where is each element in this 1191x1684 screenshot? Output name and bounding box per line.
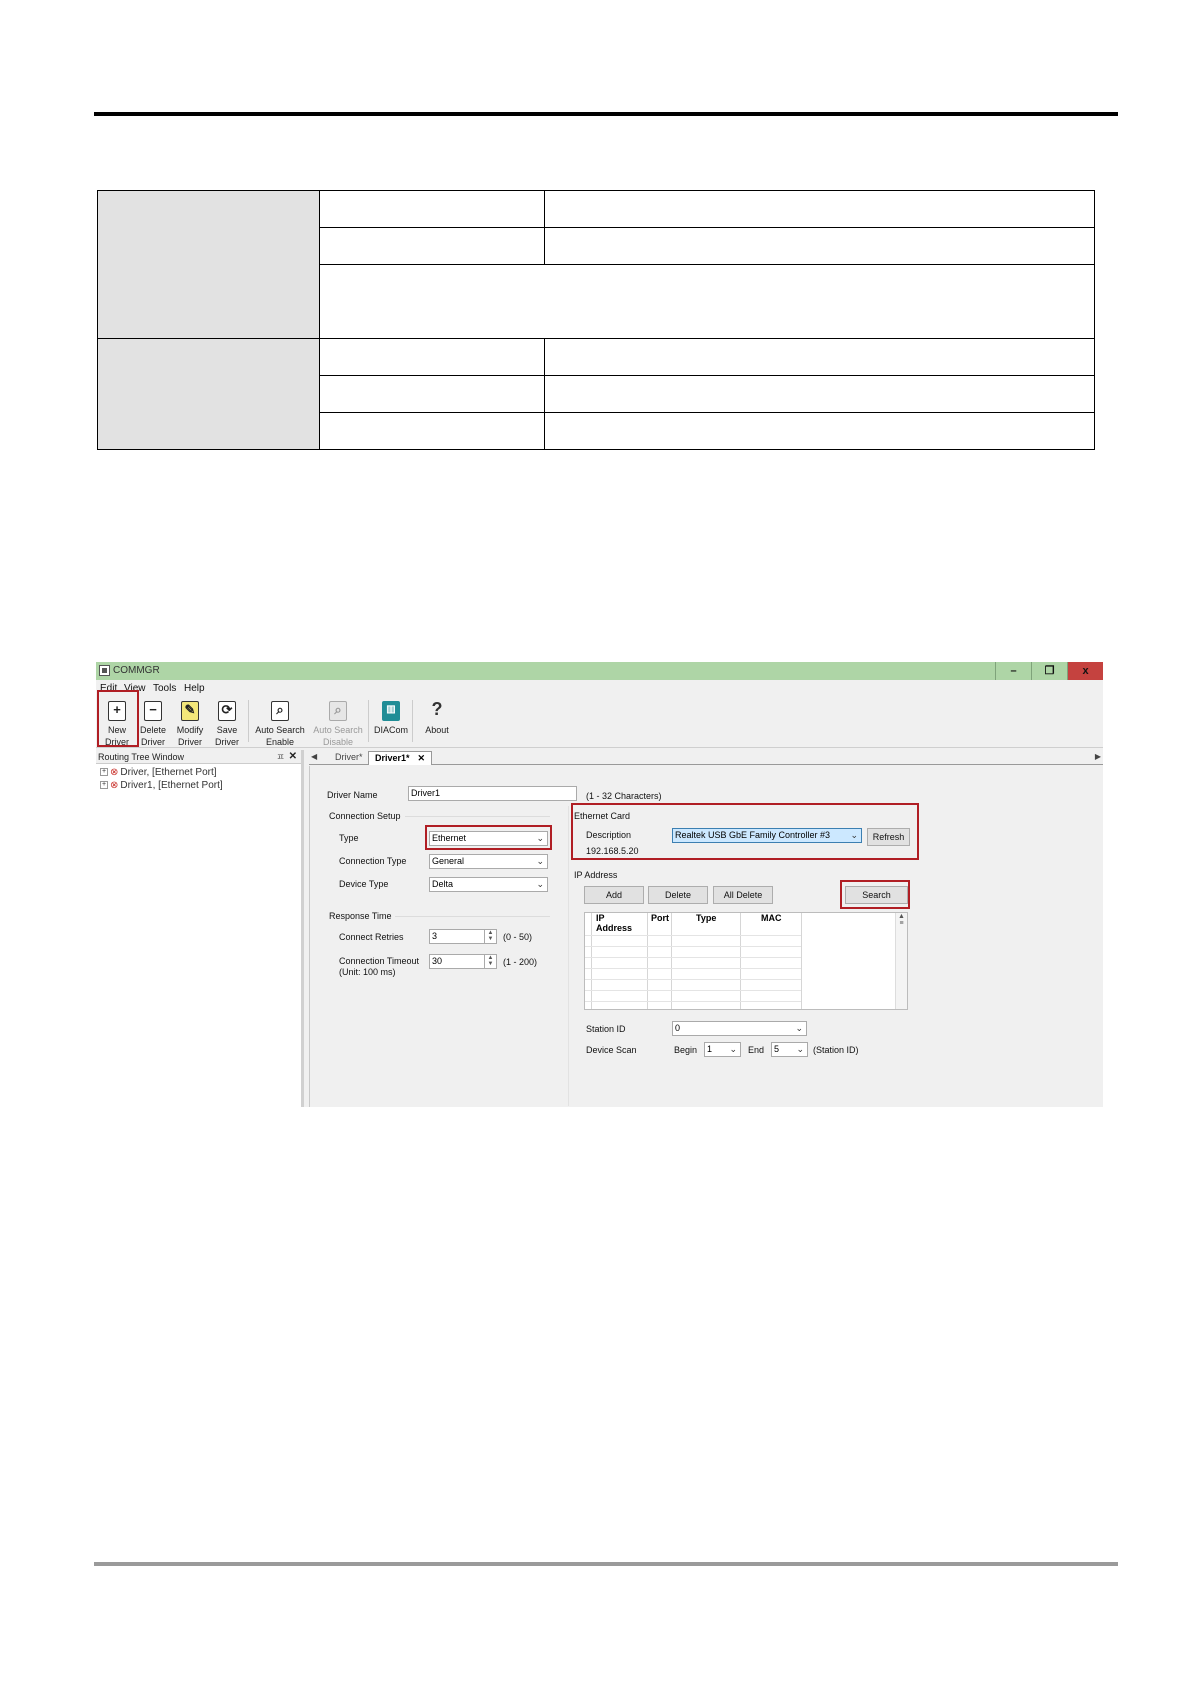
toolbar-label: Auto Search bbox=[255, 725, 305, 735]
ethernet-card-label: Ethernet Card bbox=[574, 811, 631, 821]
connection-timeout-label: Connection Timeout bbox=[339, 956, 420, 966]
column-type: Type bbox=[696, 913, 717, 923]
delete-button[interactable]: Delete bbox=[648, 886, 708, 904]
table-row bbox=[585, 936, 801, 947]
window-title: COMMGR bbox=[113, 665, 160, 676]
tab-close-icon[interactable]: ✕ bbox=[417, 753, 426, 763]
table-cell bbox=[320, 339, 545, 376]
device-type-value: Delta bbox=[432, 879, 454, 889]
scroll-left-icon[interactable]: ◀ bbox=[311, 752, 318, 761]
about-button[interactable] bbox=[418, 696, 456, 746]
routing-tree-window bbox=[96, 750, 304, 1107]
table-cell bbox=[320, 191, 545, 228]
ip-address-grid[interactable] bbox=[584, 912, 908, 1010]
delete-driver-icon: − bbox=[144, 701, 162, 721]
spin-arrows-icon[interactable]: ▲ ▼ bbox=[484, 930, 496, 943]
connection-timeout-stepper[interactable] bbox=[429, 954, 497, 969]
chevron-down-icon: ⌄ bbox=[795, 1023, 803, 1033]
table-cell bbox=[320, 376, 545, 413]
save-driver-icon: ⟳ bbox=[218, 701, 236, 721]
type-select-value: Ethernet bbox=[432, 833, 467, 843]
toolbar-label: DIACom bbox=[373, 725, 408, 735]
connect-retries-label: Connect Retries bbox=[339, 932, 404, 942]
auto-search-disable-icon: ⌕ bbox=[329, 701, 347, 721]
connect-retries-stepper[interactable] bbox=[429, 929, 497, 944]
table-cell bbox=[98, 339, 320, 450]
routing-tree-header bbox=[96, 750, 301, 764]
table-row bbox=[585, 991, 801, 1002]
table-cell bbox=[98, 191, 320, 339]
connection-setup-label: Connection Setup bbox=[329, 811, 401, 821]
diacom-icon: ▥ bbox=[382, 701, 400, 721]
new-driver-icon: + bbox=[108, 701, 126, 721]
auto-search-disable-button[interactable] bbox=[310, 696, 366, 746]
toolbar-label: Driver bbox=[141, 737, 165, 747]
station-id-label: Station ID bbox=[586, 1024, 626, 1034]
begin-label: Begin bbox=[674, 1045, 698, 1055]
menu-help[interactable]: Help bbox=[184, 683, 205, 694]
toolbar-label: Save bbox=[216, 725, 238, 735]
tree-item[interactable] bbox=[96, 766, 301, 779]
tree-item-label: Driver, [Ethernet Port] bbox=[120, 767, 217, 778]
chevron-down-icon: ⌄ bbox=[536, 856, 544, 866]
column-mac: MAC bbox=[761, 913, 782, 923]
spin-arrows-icon[interactable]: ▲ ▼ bbox=[484, 955, 496, 968]
toolbar-label: Auto Search bbox=[313, 725, 363, 735]
begin-select[interactable] bbox=[704, 1042, 741, 1057]
description-label: Description bbox=[586, 830, 632, 840]
chevron-down-icon: ⌄ bbox=[850, 830, 858, 840]
toolbar-label: Driver bbox=[178, 737, 202, 747]
chevron-down-icon: ⌄ bbox=[729, 1044, 737, 1054]
device-type-label: Device Type bbox=[339, 879, 389, 889]
group-divider bbox=[395, 916, 550, 917]
about-icon: ? bbox=[431, 699, 443, 719]
auto-search-enable-icon: ⌕ bbox=[271, 701, 289, 721]
search-button[interactable]: Search bbox=[845, 886, 908, 904]
toolbar-label: About bbox=[425, 725, 449, 735]
minimize-button[interactable]: – bbox=[995, 662, 1031, 680]
grid-scrollbar[interactable]: ▲ ≡ bbox=[895, 913, 907, 1009]
title-bar bbox=[96, 662, 1103, 680]
tree-item-label: Driver1, [Ethernet Port] bbox=[120, 780, 223, 791]
table-row bbox=[585, 947, 801, 958]
connect-retries-range: (0 - 50) bbox=[503, 932, 533, 942]
pin-icon[interactable]: ㅍ bbox=[276, 752, 285, 762]
station-id-select[interactable] bbox=[672, 1021, 807, 1036]
toolbar-separator bbox=[412, 700, 413, 742]
all-delete-button[interactable]: All Delete bbox=[713, 886, 773, 904]
toolbar bbox=[96, 696, 1103, 748]
column-ip-address: IP Address bbox=[596, 913, 633, 933]
grid-line bbox=[801, 913, 802, 1010]
column-divider bbox=[568, 806, 569, 1106]
add-button[interactable]: Add bbox=[584, 886, 644, 904]
document-area bbox=[309, 750, 1103, 1107]
chevron-down-icon: ⌄ bbox=[536, 833, 544, 843]
driver-name-label: Driver Name bbox=[327, 790, 378, 800]
toolbar-label: Driver bbox=[105, 737, 129, 747]
table-cell bbox=[545, 339, 1095, 376]
table-row bbox=[585, 958, 801, 969]
toolbar-separator bbox=[248, 700, 249, 742]
toolbar-label: New bbox=[107, 725, 126, 735]
connection-type-select[interactable] bbox=[429, 854, 548, 869]
device-type-select[interactable] bbox=[429, 877, 548, 892]
begin-value: 1 bbox=[707, 1044, 713, 1054]
save-driver-button[interactable] bbox=[208, 696, 246, 746]
table-cell bbox=[320, 228, 545, 265]
menu-tools[interactable]: Tools bbox=[153, 683, 177, 694]
spec-table bbox=[97, 190, 1095, 450]
table-cell bbox=[545, 191, 1095, 228]
type-select[interactable] bbox=[429, 831, 548, 846]
close-icon[interactable]: ✕ bbox=[288, 751, 297, 762]
table-row bbox=[585, 925, 801, 936]
restore-button[interactable]: ❐ bbox=[1031, 662, 1067, 680]
diacom-button[interactable] bbox=[372, 696, 410, 746]
toolbar-label: Disable bbox=[322, 737, 353, 747]
driver-name-input[interactable]: Driver1 bbox=[408, 786, 577, 801]
ip-address-label: IP Address bbox=[574, 870, 618, 880]
menu-view[interactable]: View bbox=[124, 683, 146, 694]
tab-driver1[interactable] bbox=[368, 751, 432, 765]
type-label: Type bbox=[339, 833, 359, 843]
close-button[interactable]: x bbox=[1067, 662, 1103, 680]
menu-edit[interactable]: Edit bbox=[100, 683, 118, 694]
driver-name-hint: (1 - 32 Characters) bbox=[586, 791, 662, 801]
station-id-value: 0 bbox=[675, 1023, 681, 1033]
tab-label: Driver1* bbox=[375, 753, 410, 763]
footer-rule bbox=[94, 1562, 1118, 1566]
response-time-label: Response Time bbox=[329, 911, 392, 921]
header-rule bbox=[94, 112, 1118, 116]
group-divider bbox=[405, 816, 550, 817]
end-label: End bbox=[748, 1045, 765, 1055]
toolbar-label: Delete bbox=[139, 725, 166, 735]
refresh-button[interactable]: Refresh bbox=[867, 828, 910, 846]
end-select[interactable] bbox=[771, 1042, 808, 1057]
device-scan-label: Device Scan bbox=[586, 1045, 637, 1055]
routing-tree-title: Routing Tree Window bbox=[98, 752, 185, 762]
ip-address-value: 192.168.5.20 bbox=[586, 846, 639, 856]
new-driver-button[interactable] bbox=[98, 696, 136, 746]
driver-form bbox=[309, 766, 1103, 1107]
connection-timeout-unit: (Unit: 100 ms) bbox=[339, 967, 396, 977]
auto-search-enable-button[interactable] bbox=[252, 696, 308, 746]
table-row bbox=[585, 980, 801, 991]
chevron-down-icon: ⌄ bbox=[536, 879, 544, 889]
commgr-window bbox=[96, 662, 1103, 1107]
modify-driver-icon: ✎ bbox=[181, 701, 199, 721]
connection-type-value: General bbox=[432, 856, 465, 866]
menu-bar bbox=[96, 680, 1103, 696]
connection-timeout-value: 30 bbox=[432, 956, 443, 966]
table-cell bbox=[545, 376, 1095, 413]
error-icon: ⊗ bbox=[110, 780, 119, 791]
column-port: Port bbox=[651, 913, 669, 923]
tab-strip bbox=[309, 750, 1103, 765]
tab-driver[interactable]: Driver* bbox=[335, 752, 363, 762]
table-cell bbox=[545, 413, 1095, 450]
scroll-right-icon[interactable]: ▶ bbox=[1094, 752, 1101, 761]
end-value: 5 bbox=[774, 1044, 780, 1054]
modify-driver-button[interactable] bbox=[171, 696, 209, 746]
connect-retries-value: 3 bbox=[432, 931, 438, 941]
connection-type-label: Connection Type bbox=[339, 856, 407, 866]
toolbar-separator bbox=[368, 700, 369, 742]
expand-icon[interactable]: + bbox=[101, 768, 107, 776]
app-icon bbox=[99, 665, 110, 676]
connection-timeout-range: (1 - 200) bbox=[503, 957, 538, 967]
expand-icon[interactable]: + bbox=[101, 781, 107, 789]
description-select[interactable] bbox=[672, 828, 862, 843]
station-id-hint: (Station ID) bbox=[813, 1045, 859, 1055]
table-row bbox=[585, 969, 801, 980]
description-value: Realtek USB GbE Family Controller #3 bbox=[675, 830, 831, 840]
error-icon: ⊗ bbox=[110, 767, 119, 778]
table-cell bbox=[320, 265, 1095, 339]
toolbar-label: Modify bbox=[176, 725, 204, 735]
toolbar-label: Enable bbox=[265, 737, 295, 747]
table-cell bbox=[320, 413, 545, 450]
delete-driver-button[interactable] bbox=[134, 696, 172, 746]
table-cell bbox=[545, 228, 1095, 265]
tree-item[interactable] bbox=[96, 779, 301, 792]
toolbar-label: Driver bbox=[215, 737, 239, 747]
chevron-down-icon: ⌄ bbox=[796, 1044, 804, 1054]
